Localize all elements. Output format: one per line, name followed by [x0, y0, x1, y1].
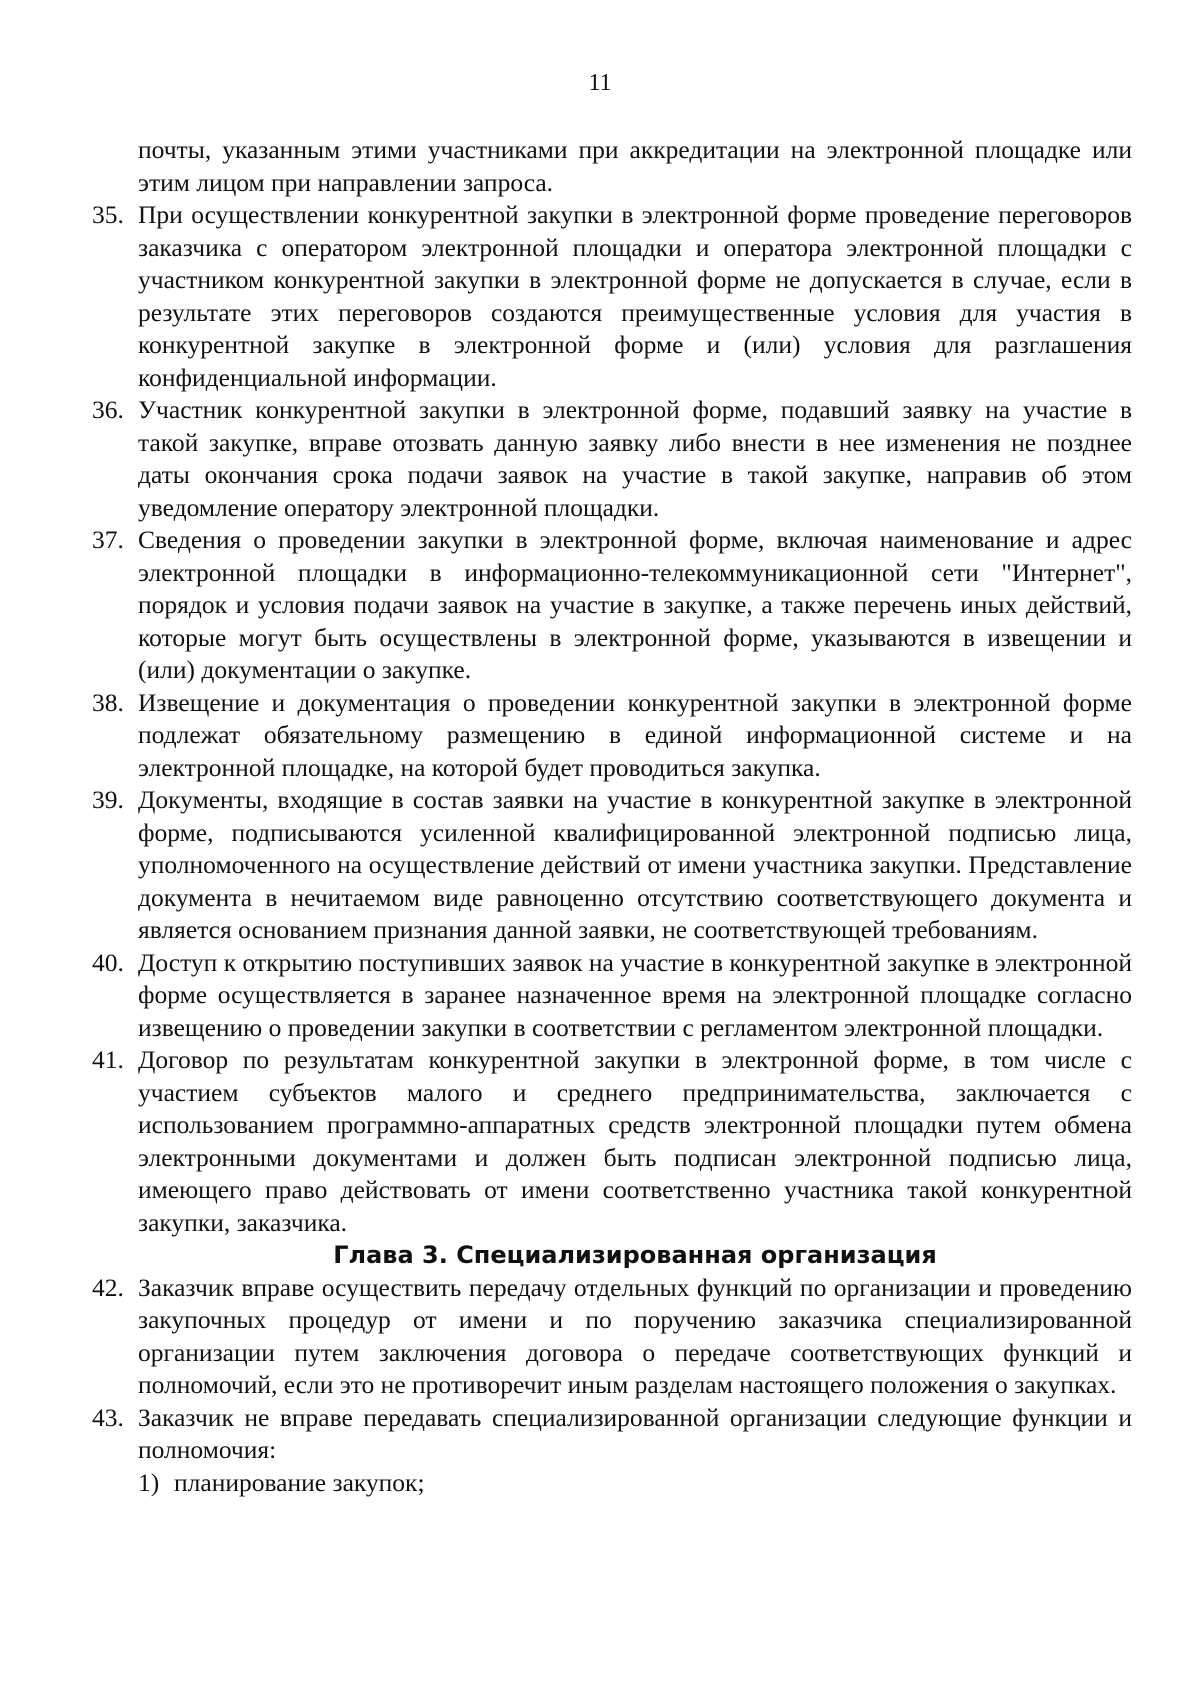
list-item-42 [92, 1272, 1132, 1402]
sub-item-number: 1) [138, 1467, 160, 1497]
document-body [92, 134, 1132, 1499]
item-number: 36. [92, 395, 124, 424]
item-number: 38. [92, 687, 124, 717]
page-number: 11 [588, 70, 612, 96]
item-text: При осуществлении конкурентной закупки в электронной форме проведение переговоров заказчика с оператором электронной площадки и оператора электронной площадки с участником конкурентной закупки в электронной форме не допускается в случае, если в результате этих переговоров создаются преимущественные условия для участия в конкурентной закупке в электронной форме и (или) условия для разглашения конфиденциальной информации. [138, 200, 1132, 392]
item-number: 37. [92, 525, 124, 554]
list-item-41 [92, 1044, 1132, 1239]
item-text: Договор по результатам конкурентной закупки в электронной форме, в том числе с участием субъектов малого и среднего предпринимательства, заключается с использованием программно-аппаратных средств электронной площадки путем обмена электронными документами и должен быть подписан электронной подписью лица, имеющего право действовать от имени соответственно участника такой конкурентной закупки, заказчика. [138, 1045, 1132, 1237]
item-number: 40. [92, 947, 124, 977]
continuation-paragraph: почты, указанным этими участниками при аккредитации на электронной площадке или этим лицом при направлении запроса. [138, 135, 1132, 197]
item-number: 39. [92, 785, 124, 814]
item-text: Заказчик не вправе передавать специализированной организации следующие функции и полномочия: [138, 1402, 1132, 1464]
chapter-heading: Глава 3. Специализированная организация [333, 1241, 937, 1269]
list-item-40 [92, 947, 1132, 1045]
list-item-35 [92, 199, 1132, 394]
item-number: 42. [92, 1272, 124, 1302]
sub-item-text: планирование закупок; [174, 1467, 425, 1497]
list-item-43 [92, 1402, 1132, 1467]
item-text: Сведения о проведении закупки в электронной форме, включая наименование и адрес электронной площадки в информационно-телекоммуникационной сети "Интернет", порядок и условия подачи заявок на участие в закупке, а также перечень иных действий, которые могут быть осуществлены в электронной форме, указываются в извещении и (или) документации о закупке. [138, 525, 1132, 684]
item-text: Документы, входящие в состав заявки на участие в конкурентной закупке в электронной форме, подписываются усиленной квалифицированной электронной подписью лица, уполномоченного на осуществление действий от имени участника закупки. Представление документа в нечитаемом виде равноценно отсутствию соответствующего документа и является основанием признания данной заявки, не соответствующей требованиям. [138, 785, 1132, 944]
list-item-39 [92, 784, 1132, 947]
sub-item-1 [92, 1467, 1132, 1500]
item-text: Извещение и документация о проведении конкурентной закупки в электронной форме подлежат обязательному размещению в единой информационной системе и на электронной площадке, на которой будет проводиться закупка. [138, 687, 1132, 782]
list-item-36 [92, 394, 1132, 524]
list-item-37 [92, 524, 1132, 687]
item-text: Участник конкурентной закупки в электронной форме, подавший заявку на участие в такой закупке, вправе отозвать данную заявку либо внести в нее изменения не позднее даты окончания срока подачи заявок на участие в такой закупке, направив об этом уведомление оператору электронной площадки. [138, 395, 1132, 522]
item-number: 43. [92, 1402, 124, 1432]
item-number: 41. [92, 1045, 124, 1074]
item-text: Доступ к открытию поступивших заявок на участие в конкурентной закупке в электронной форме осуществляется в заранее назначенное время на электронной площадке согласно извещению о проведении закупки в соответствии с регламентом электронной площадки. [138, 947, 1132, 1042]
item-text: Заказчик вправе осуществить передачу отдельных функций по организации и проведению закупочных процедур от имени и по поручению заказчика специализированной организации путем заключения договора о передаче соответствующих функций и полномочий, если это не противоречит иным разделам настоящего положения о закупках. [138, 1272, 1132, 1399]
item-number: 35. [92, 200, 124, 229]
list-item-38 [92, 687, 1132, 785]
